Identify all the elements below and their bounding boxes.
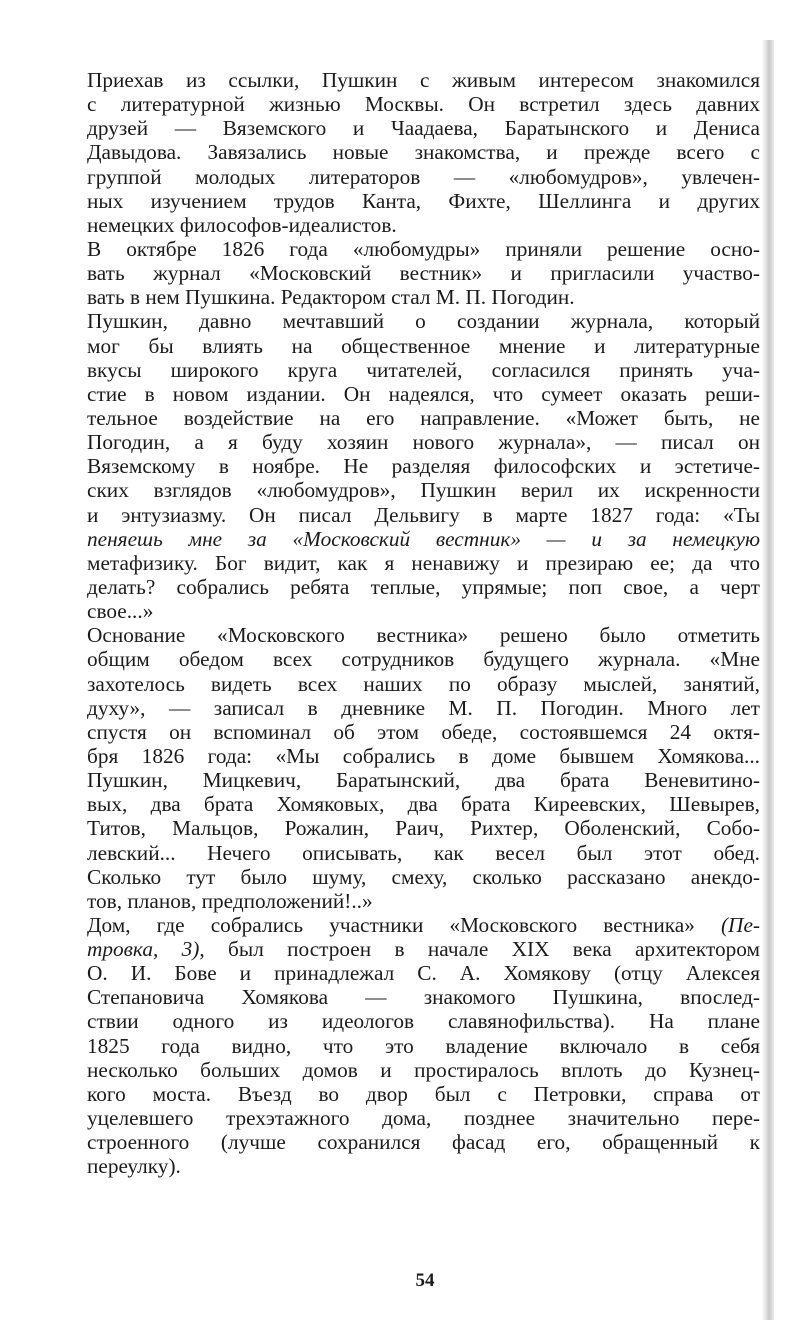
text-line: В октябре 1826 года «любомудры» приняли решение осно- [87,236,760,261]
text-line: Пушкин, Мицкевич, Баратынский, два брата Веневитино- [87,768,760,793]
text-line: Сколько тут было шуму, смеху, сколько рассказано анекдо- [87,864,760,889]
page-body-text [87,68,760,1178]
text-line: вых, два брата Хомяковых, два брата Киреевских, Шевырев, [87,792,760,817]
text-line: мог бы влиять на общественное мнение и литературные [87,333,760,358]
paragraph [87,237,760,309]
text-line: вать в нем Пушкина. Редактором стал М. П. Погодин. [87,285,575,310]
italic-fragment: (Пе- [720,912,760,937]
paragraph [87,623,760,913]
text-line: вать журнал «Московский вестник» и пригласили участво- [87,261,760,286]
text-line: уцелевшего трехэтажного дома, позднее значительно пере- [87,1106,760,1131]
text-line: Погодин, а я буду хозяин нового журнала», — писал он [87,430,760,455]
text-line: свое...» [87,599,154,624]
text-line: стие в новом издании. Он надеялся, что сумеет оказать реши- [87,381,760,406]
italic-quote: пеняешь мне за «Московский вестник» — и за немецкую [87,526,760,551]
text-line: вкусы широкого круга читателей, согласился принять уча- [87,357,760,382]
text-line: Степановича Хомякова — знакомого Пушкина, впослед- [87,985,760,1010]
text-line: метафизику. Бог видит, как я ненавижу и презираю ее; да что [87,550,760,575]
italic-fragment: тровка, 3) [87,937,200,962]
text-line: тровка, 3), был построен в начале XIX века архитектором [87,937,760,962]
text-line: Давыдова. Завязались новые знакомства, и прежде всего с [87,140,760,165]
text-line: ских взглядов «любомудров», Пушкин верил их искренности [87,478,760,503]
text-line: О. И. Бове и принадлежал С. А. Хомякову (отцу Алексея [87,961,760,986]
text-line: ствии одного из идеологов славянофильства). На плане [87,1009,760,1034]
text-line: спустя он вспоминал об этом обеде, состоявшемся 24 октя- [87,719,760,744]
text-line: Вяземскому в ноябре. Не разделяя философских и эстетиче- [87,454,760,479]
text-line: левский... Нечего описывать, как весел был этот обед. [87,840,760,865]
text-line: тов, планов, предположений!..» [87,888,373,913]
text-line: несколько больших домов и простиралось вплоть до Кузнец- [87,1057,760,1082]
text-line: переулку). [87,1154,181,1179]
page-number: 54 [415,1270,435,1291]
text-line: Титов, Мальцов, Рожалин, Раич, Рихтер, Оболенский, Собо- [87,816,760,841]
text-line: общим обедом всех сотрудников будущего журнала. «Мне [87,647,760,672]
text-line: духу», — записал в дневнике М. П. Погодин. Много лет [87,695,760,720]
text-line: кого моста. Въезд во двор был с Петровки, справа от [87,1081,760,1106]
text-line-italic [87,527,760,551]
text-line: ных изучением трудов Канта, Фихте, Шеллинга и других [87,188,760,213]
text-line: 1825 года видно, что это владение включало в себя [87,1033,760,1058]
text-line: Пушкин, давно мечтавший о создании журнала, который [87,309,760,334]
text-line: тельное воздействие на его направление. «Может быть, не [87,405,760,430]
page-edge-shadow [762,40,774,1320]
text-line: делать? собрались ребята теплые, упрямые; поп свое, а черт [87,574,760,599]
paragraph [87,68,760,237]
text-line: с литературной жизнью Москвы. Он встретил здесь давних [87,92,760,117]
text-line: группой молодых литераторов — «любомудров», увлечен- [87,164,760,189]
text-line: строенного (лучше сохранился фасад его, обращенный к [87,1130,760,1155]
text-line: немецких философов-идеалистов. [87,212,397,237]
text-line: Приехав из ссылки, Пушкин с живым интересом знакомился [87,68,760,92]
text-line: Дом, где собрались участники «Московского вестника» (Пе- [87,912,760,937]
paragraph [87,913,760,1179]
text-line: друзей — Вяземского и Чаадаева, Баратынского и Дениса [87,116,760,141]
text-line: бря 1826 года: «Мы собрались в доме бывшем Хомякова... [87,743,760,768]
paragraph [87,309,760,623]
text-line: и энтузиазму. Он писал Дельвигу в марте 1827 года: «Ты [87,502,760,527]
text-line: захотелось видеть всех наших по образу мыслей, занятий, [87,671,760,696]
text-line: Основание «Московского вестника» решено было отметить [87,623,760,648]
